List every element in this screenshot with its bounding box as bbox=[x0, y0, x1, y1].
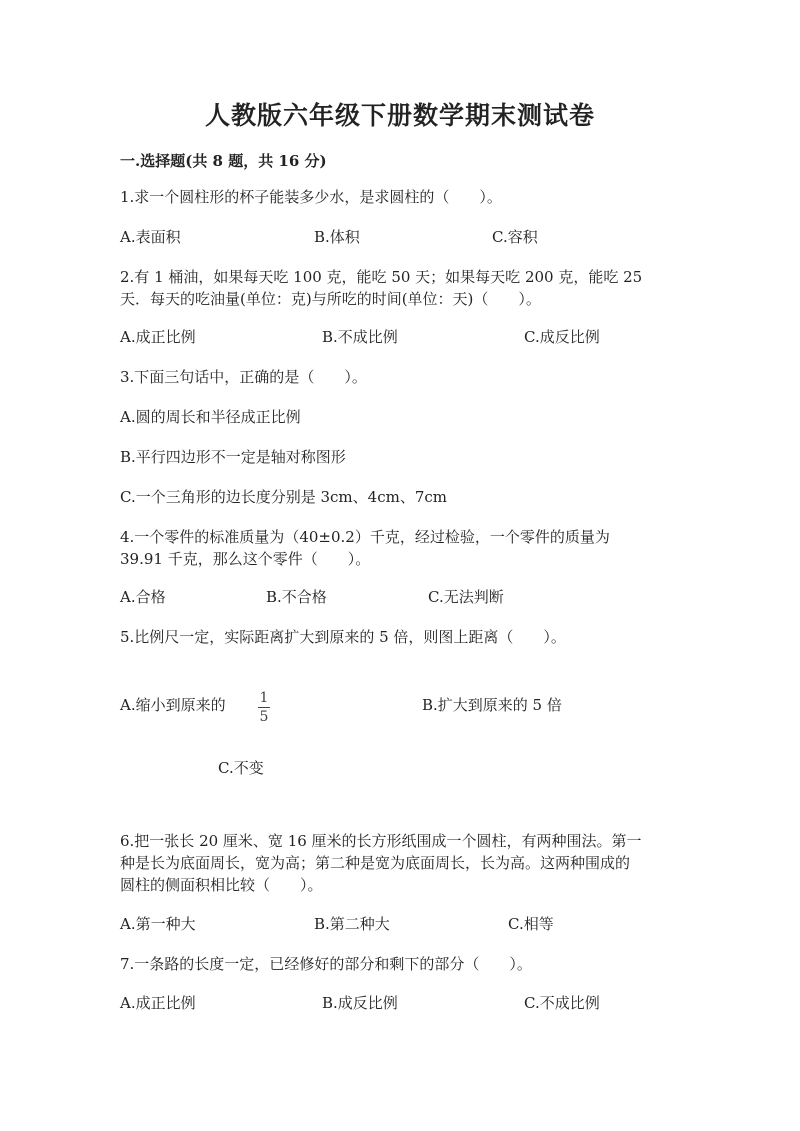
question-3-stem: 3.下面三句话中，正确的是（ ）。 bbox=[120, 368, 367, 386]
question-1-option-b: B.体积 bbox=[314, 228, 360, 246]
section-heading: 一.选择题(共 8 题，共 16 分) bbox=[120, 152, 327, 170]
question-2-stem-line-1: 2.有 1 桶油，如果每天吃 100 克，能吃 50 天；如果每天吃 200 克，能吃 25 bbox=[120, 268, 643, 286]
question-4-option-a: A.合格 bbox=[120, 588, 166, 606]
question-6-option-c: C.相等 bbox=[508, 915, 554, 933]
question-3-option-a: A.圆的周长和半径成正比例 bbox=[120, 408, 301, 426]
question-2-option-c: C.成反比例 bbox=[524, 328, 600, 346]
question-6-stem-line-3: 圆柱的侧面积相比较（ ）。 bbox=[120, 876, 323, 894]
question-5-stem: 5.比例尺一定，实际距离扩大到原来的 5 倍，则图上距离（ ）。 bbox=[120, 628, 566, 646]
question-1-option-c: C.容积 bbox=[492, 228, 538, 246]
question-7-option-a: A.成正比例 bbox=[120, 994, 196, 1012]
question-5-option-b: B.扩大到原来的 5 倍 bbox=[422, 696, 562, 714]
question-7-stem: 7.一条路的长度一定，已经修好的部分和剩下的部分（ ）。 bbox=[120, 955, 532, 973]
question-2-option-a: A.成正比例 bbox=[120, 328, 196, 346]
question-2-option-b: B.不成比例 bbox=[322, 328, 398, 346]
fraction-bar bbox=[258, 707, 270, 708]
question-7-option-b: B.成反比例 bbox=[322, 994, 398, 1012]
page-title: 人教版六年级下册数学期末测试卷 bbox=[204, 101, 595, 130]
fraction-denominator: 5 bbox=[259, 709, 269, 725]
question-4-option-b: B.不合格 bbox=[266, 588, 327, 606]
question-3-option-b: B.平行四边形不一定是轴对称图形 bbox=[120, 448, 346, 466]
question-5-option-c: C.不变 bbox=[218, 759, 264, 777]
question-4-stem-line-2: 39.91 千克，那么这个零件（ ）。 bbox=[120, 550, 371, 568]
question-4-option-c: C.无法判断 bbox=[428, 588, 504, 606]
question-4-stem-line-1: 4.一个零件的标准质量为（40±0.2）千克，经过检验，一个零件的质量为 bbox=[120, 528, 610, 546]
question-1-option-a: A.表面积 bbox=[120, 228, 181, 246]
question-5-option-a: A.缩小到原来的 bbox=[120, 696, 226, 714]
question-6-stem-line-2: 种是长为底面周长，宽为高；第二种是宽为底面周长，长为高。这两种围成的 bbox=[120, 854, 631, 872]
fraction-numerator: 1 bbox=[259, 690, 269, 706]
question-7-option-c: C.不成比例 bbox=[524, 994, 600, 1012]
question-3-option-c: C.一个三角形的边长度分别是 3cm、4cm、7cm bbox=[120, 488, 447, 506]
question-6-option-b: B.第二种大 bbox=[314, 915, 390, 933]
question-6-stem-line-1: 6.把一张长 20 厘米、宽 16 厘米的长方形纸围成一个圆柱，有两种围法。第一 bbox=[120, 832, 642, 850]
fraction-one-fifth bbox=[258, 690, 270, 725]
question-1-stem: 1.求一个圆柱形的杯子能装多少水，是求圆柱的（ ）。 bbox=[120, 188, 502, 206]
question-2-stem-line-2: 天．每天的吃油量(单位：克)与所吃的时间(单位：天)（ ）。 bbox=[120, 290, 541, 308]
question-6-option-a: A.第一种大 bbox=[120, 915, 196, 933]
